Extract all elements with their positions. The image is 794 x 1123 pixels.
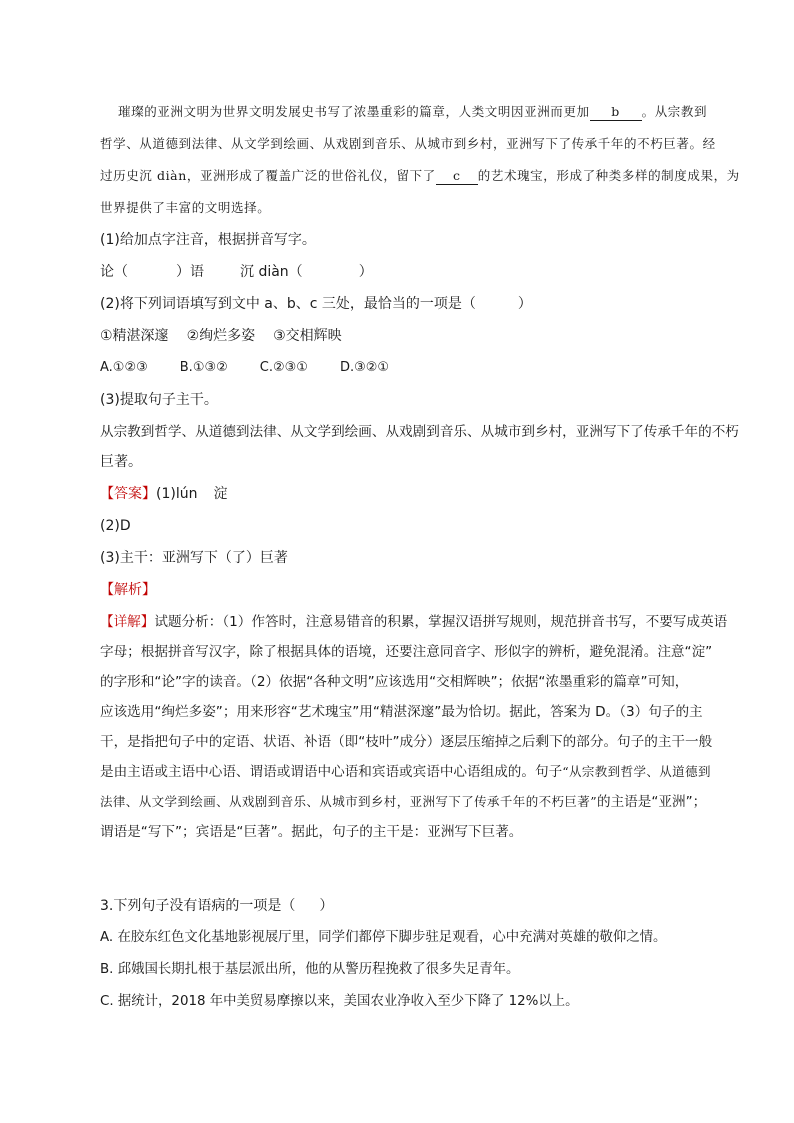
- detail-label: 【详解】: [100, 614, 155, 630]
- analysis-line-2: 字母；根据拼音写汉字，除了根据具体的语境，还要注意同音字、形似字的辨析，避免混淆。注意“淀”: [100, 644, 713, 660]
- answer-line-2: (2)D: [100, 518, 131, 534]
- passage-line-2: 哲学、从道德到法律、从文学到绘画、从戏剧到音乐、从城市到乡村，亚洲写下了传承千年的不朽巨著。经: [100, 136, 716, 151]
- q1-fill-b: 沉 diàn（: [240, 264, 303, 280]
- q1-fill-a: 论（: [100, 264, 128, 280]
- q1-fill-line: 论（ ）语 沉 diàn（ ）: [100, 264, 373, 280]
- q3-sentence-1: 从宗教到哲学、从道德到法律、从文学到绘画、从戏剧到音乐、从城市到乡村，亚洲写下了传承千年的不朽: [100, 424, 739, 440]
- answer-line-3: (3)主干：亚洲写下（了）巨著: [100, 550, 288, 566]
- q2-choice-b: B.①③②: [179, 360, 228, 375]
- q2-options: [100, 326, 720, 346]
- q1-prompt: (1)给加点字注音，根据拼音写字。: [100, 232, 316, 248]
- analysis-line-5: 干，是指把句子中的定语、状语、补语（即“枝叶”成分）逐层压缩掉之后剩下的部分。句子的主干一般: [100, 734, 713, 750]
- analysis-line-1: 【详解】试题分析：（1）作答时，注意易错音的积累，掌握汉语拼写规则，规范拼音书写，不要写成英语: [100, 614, 728, 630]
- q2-choice-d: D.③②①: [339, 360, 390, 375]
- q2-opt-3: ③交相辉映: [273, 328, 342, 344]
- q2-opt-1: ①精湛深邃: [100, 328, 169, 344]
- passage-line-4: 世界提供了丰富的文明选择。: [100, 200, 271, 215]
- q2-choice-a: A.①②③: [100, 360, 148, 375]
- q3-sentence-2: 巨著。: [100, 454, 142, 470]
- analysis-line-6: 是由主语或主语中心语、谓语或谓语中心语和宾语或宾语中心语组成的。句子“从宗教到哲学、从道德到: [100, 764, 711, 780]
- passage-line-3: 过历史沉 diàn，亚洲形成了覆盖广泛的世俗礼仪，留下了 c 的艺术瑰宝，形成了种类多样的制度成果，为: [100, 168, 740, 183]
- q2-prompt: (2)将下列词语填写到文中 a、b、c 三处，最恰当的一项是（ ）: [100, 296, 532, 312]
- blank-b: b: [590, 104, 642, 121]
- q2-choices: [100, 358, 720, 378]
- analysis-label: 【解析】: [100, 582, 156, 598]
- q-next-option-c: C. 据统计，2018 年中美贸易摩擦以来，美国农业净收入至少下降了 12%以上。: [100, 994, 579, 1009]
- analysis-line-8: 谓语是“写下”；宾语是“巨著”。据此，句子的主干是：亚洲写下巨著。: [100, 824, 523, 840]
- analysis-line-4: 应该选用“绚烂多姿”；用来形容“艺术瑰宝”用“精湛深邃”最为恰切。据此，答案为 D。（3）句子的主: [100, 704, 703, 720]
- analysis-line-7: 法律、从文学到绘画、从戏剧到音乐、从城市到乡村，亚洲写下了传承千年的不朽巨著”的主语是“亚洲”；: [100, 794, 707, 810]
- q-next-option-a: A. 在胶东红色文化基地影视展厅里，同学们都停下脚步驻足观看，心中充满对英雄的敬仰之情。: [100, 930, 667, 945]
- analysis-line-3: 的字形和“论”字的读音。（2）依据“各种文明”应该选用“交相辉映”；依据“浓墨重彩的篇章”可知，: [100, 674, 689, 690]
- q-next-prompt: 3.下列句子没有语病的一项是（ ）: [100, 898, 334, 914]
- q2-opt-2: ②绚烂多姿: [186, 328, 256, 344]
- q3-prompt: (3)提取句子主干。: [100, 392, 218, 408]
- answer-label: 【答案】: [100, 486, 156, 502]
- passage-line-1: 璀璨的亚洲文明为世界文明发展史书写了浓墨重彩的篇章，人类文明因亚洲而更加 b 。从宗教到: [118, 104, 708, 119]
- blank-c: c: [436, 168, 478, 185]
- q2-choice-c: C.②③①: [259, 360, 308, 375]
- q-next-option-b: B. 邱娥国长期扎根于基层派出所，他的从警历程挽救了很多失足青年。: [100, 962, 520, 977]
- answer-line-1: 【答案】(1)lún 淀: [100, 486, 228, 502]
